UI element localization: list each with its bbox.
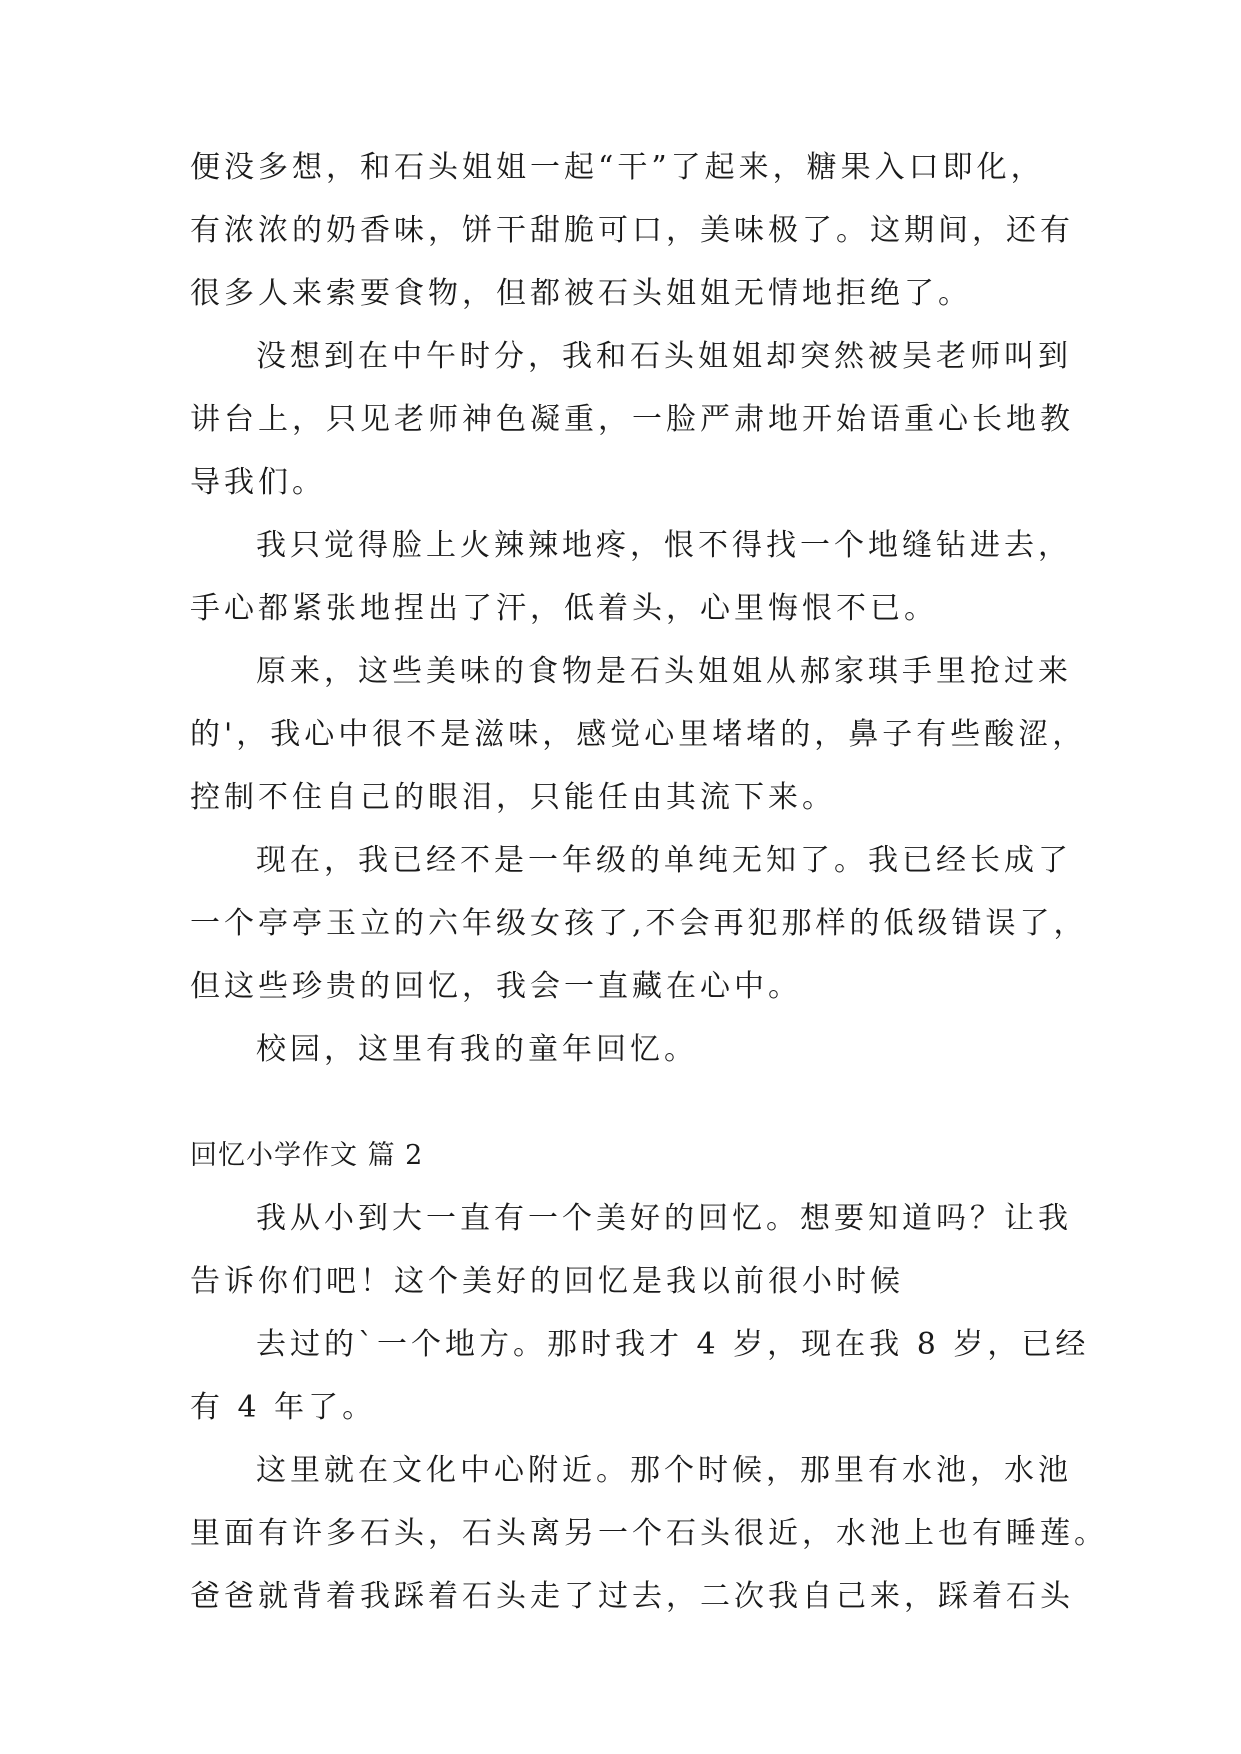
paragraph-start: 这里就在文化中心附近。那个时候，那里有水池，水池 — [256, 1453, 1072, 1488]
text-line: 导我们。 — [190, 465, 326, 500]
text-line: 便没多想，和石头姐姐一起“干”了起来，糖果入口即化， — [190, 150, 1045, 185]
text-line: 很多人来索要食物，但都被石头姐姐无情地拒绝了。 — [190, 276, 972, 311]
text-line: 一个亭亭玉立的六年级女孩了,不会再犯那样的低级错误了， — [190, 906, 1088, 941]
text-line: 讲台上，只见老师神色凝重，一脸严肃地开始语重心长地教 — [190, 402, 1074, 437]
text-line: 告诉你们吧！这个美好的回忆是我以前很小时候 — [190, 1264, 904, 1299]
text-line: 的'，我心中很不是滋味，感觉心里堵堵的，鼻子有些酸涩， — [190, 717, 1087, 752]
text-line: 里面有许多石头，石头离另一个石头很近，水池上也有睡莲。 — [190, 1516, 1108, 1551]
text-line: 但这些珍贵的回忆，我会一直藏在心中。 — [190, 969, 802, 1004]
text-line: 有浓浓的奶香味，饼干甜脆可口，美味极了。这期间，还有 — [190, 213, 1074, 248]
paragraph-start: 原来，这些美味的食物是石头姐姐从郝家琪手里抢过来 — [256, 654, 1072, 689]
section-title: 回忆小学作文 篇 2 — [190, 1140, 424, 1171]
text-line: 有 4 年了。 — [190, 1390, 377, 1425]
text-line: 控制不住自己的眼泪，只能任由其流下来。 — [190, 780, 836, 815]
text-line: 爸爸就背着我踩着石头走了过去，二次我自己来，踩着石头 — [190, 1579, 1074, 1614]
paragraph-start: 现在，我已经不是一年级的单纯无知了。我已经长成了 — [256, 843, 1072, 878]
paragraph-start: 我只觉得脸上火辣辣地疼，恨不得找一个地缝钻进去， — [256, 528, 1072, 563]
text-line: 手心都紧张地捏出了汗，低着头，心里悔恨不已。 — [190, 591, 938, 626]
paragraph-start: 没想到在中午时分，我和石头姐姐却突然被吴老师叫到 — [256, 339, 1072, 374]
paragraph-start: 我从小到大一直有一个美好的回忆。想要知道吗？让我 — [256, 1201, 1072, 1236]
paragraph-start: 校园，这里有我的童年回忆。 — [256, 1032, 698, 1067]
paragraph-start: 去过的`一个地方。那时我才 4 岁，现在我 8 岁，已经 — [256, 1327, 1090, 1362]
